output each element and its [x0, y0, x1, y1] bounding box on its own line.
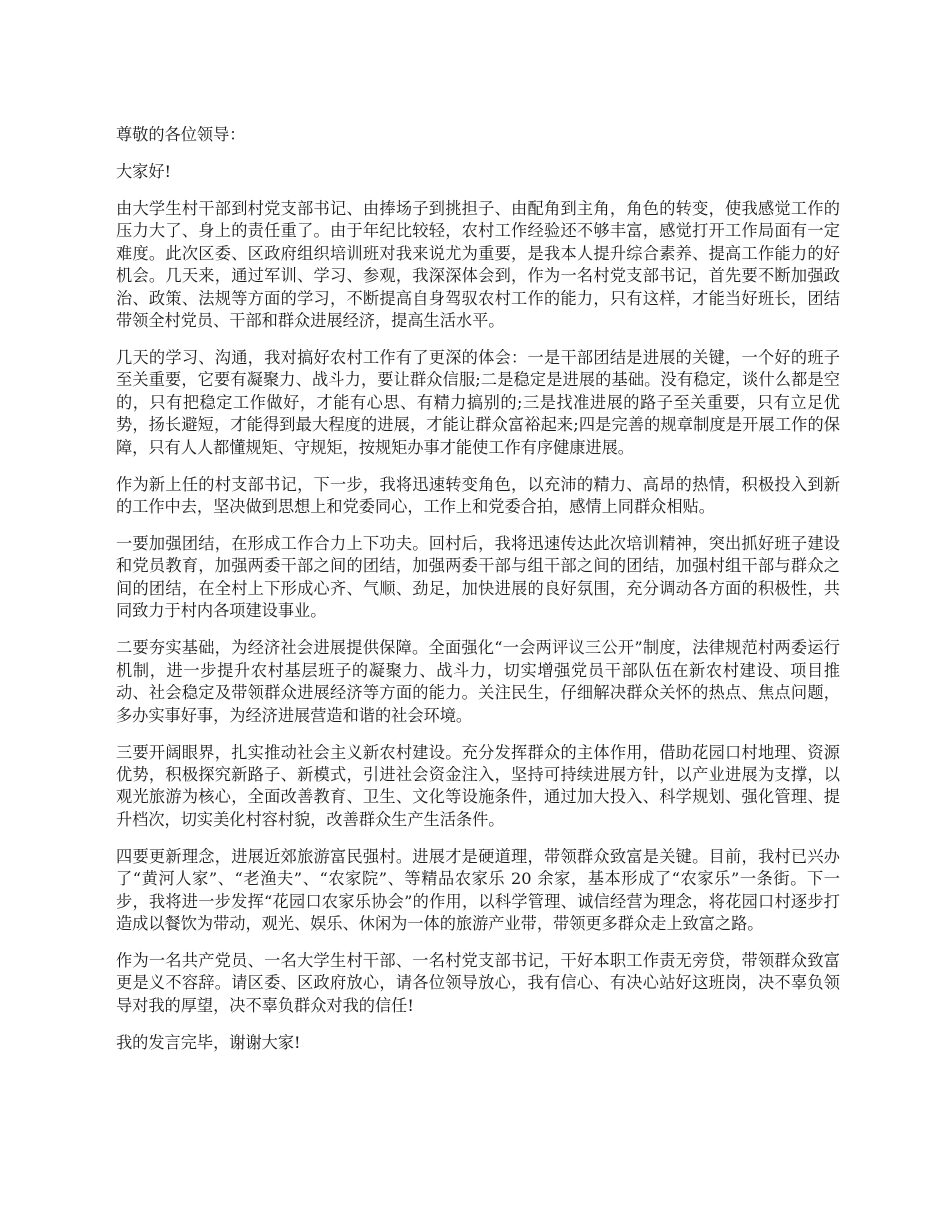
body-paragraph: 四要更新理念，进展近郊旅游富民强村。进展才是硬道理，带领群众致富是关键。目前，我村已兴办了“黄河人家”、“老渔夫”、“农家院”、等精品农家乐 20 余家，基本形成了“农家乐”一条街。下一步，我将进一步发挥“花园口农家乐协会”的作用，以科学管理、诚信经营为理念，将花园口村逐步打造成以餐饮为带动，观光、娱乐、休闲为一体的旅游产业带，带领更多群众走上致富之路。: [116, 846, 840, 933]
body-paragraph: 一要加强团结，在形成工作合力上下功夫。回村后，我将迅速传达此次培训精神，突出抓好班子建设和党员教育，加强两委干部之间的团结，加强两委干部与组干部之间的团结，加强村组干部与群众之间的团结，在全村上下形成心齐、气顺、劲足，加快进展的良好氛围，充分调动各方面的积极性，共同致力于村内各项建设事业。: [116, 534, 840, 621]
greeting: 大家好!: [116, 162, 172, 181]
body-paragraph: 作为一名共产党员、一名大学生村干部、一名村党支部书记，干好本职工作责无旁贷，带领群众致富更是义不容辞。请区委、区政府放心，请各位领导放心，我有信心、有决心站好这班岗，决不辜负领导对我的厚望，决不辜负群众对我的信任!: [116, 950, 840, 1015]
body-paragraph: 由大学生村干部到村党支部书记、由捧场子到挑担子、由配角到主角，角色的转变，使我感觉工作的压力大了、身上的责任重了。由于年纪比较轻，农村工作经验还不够丰富，感觉打开工作局面有一定难度。此次区委、区政府组织培训班对我来说尤为重要，是我本人提升综合素养、提高工作能力的好机会。几天来，通过军训、学习、参观，我深深体会到，作为一名村党支部书记，首先要不断加强政治、政策、法规等方面的学习，不断提高自身驾驭农村工作的能力，只有这样，才能当好班长，团结带领全村党员、干部和群众进展经济，提高生活水平。: [116, 199, 840, 331]
body-paragraph: 作为新上任的村支部书记，下一步，我将迅速转变角色，以充沛的精力、高昂的热情，积极投入到新的工作中去，坚决做到思想上和党委同心，工作上和党委合拍，感情上同群众相贴。: [116, 474, 840, 517]
body-paragraph: 几天的学习、沟通，我对搞好农村工作有了更深的体会：一是干部团结是进展的关键，一个好的班子至关重要，它要有凝聚力、战斗力，要让群众信服;二是稳定是进展的基础。没有稳定，谈什么都是空的，只有把稳定工作做好，才能有心思、有精力搞别的;三是找准进展的路子至关重要，只有立足优势，扬长避短，才能得到最大程度的进展，才能让群众富裕起来;四是完善的规章制度是开展工作的保障，只有人人都懂规矩、守规矩，按规矩办事才能使工作有序健康进展。: [116, 348, 840, 457]
body-paragraph: 二要夯实基础，为经济社会进展提供保障。全面强化“一会两评议三公开”制度，法律规范村两委运行机制，进一步提升农村基层班子的凝聚力、战斗力，切实增强党员干部队伍在新农村建设、项目推动、社会稳定及带领群众进展经济等方面的能力。关注民生，仔细解决群众关怀的热点、焦点问题，多办实事好事，为经济进展营造和谐的社会环境。: [116, 638, 840, 725]
closing: 我的发言完毕，谢谢大家!: [116, 1032, 301, 1052]
speech-document: [116, 124, 840, 1069]
salutation: 尊敬的各位领导：: [116, 125, 246, 144]
body-paragraph: 三要开阔眼界，扎实推动社会主义新农村建设。充分发挥群众的主体作用，借助花园口村地理、资源优势，积极探究新路子、新模式，引进社会资金注入，坚持可持续进展方针，以产业进展为支撑，以观光旅游为核心，全面改善教育、卫生、文化等设施条件，通过加大投入、科学规划、强化管理、提升档次，切实美化村容村貌，改善群众生产生活条件。: [116, 742, 840, 829]
